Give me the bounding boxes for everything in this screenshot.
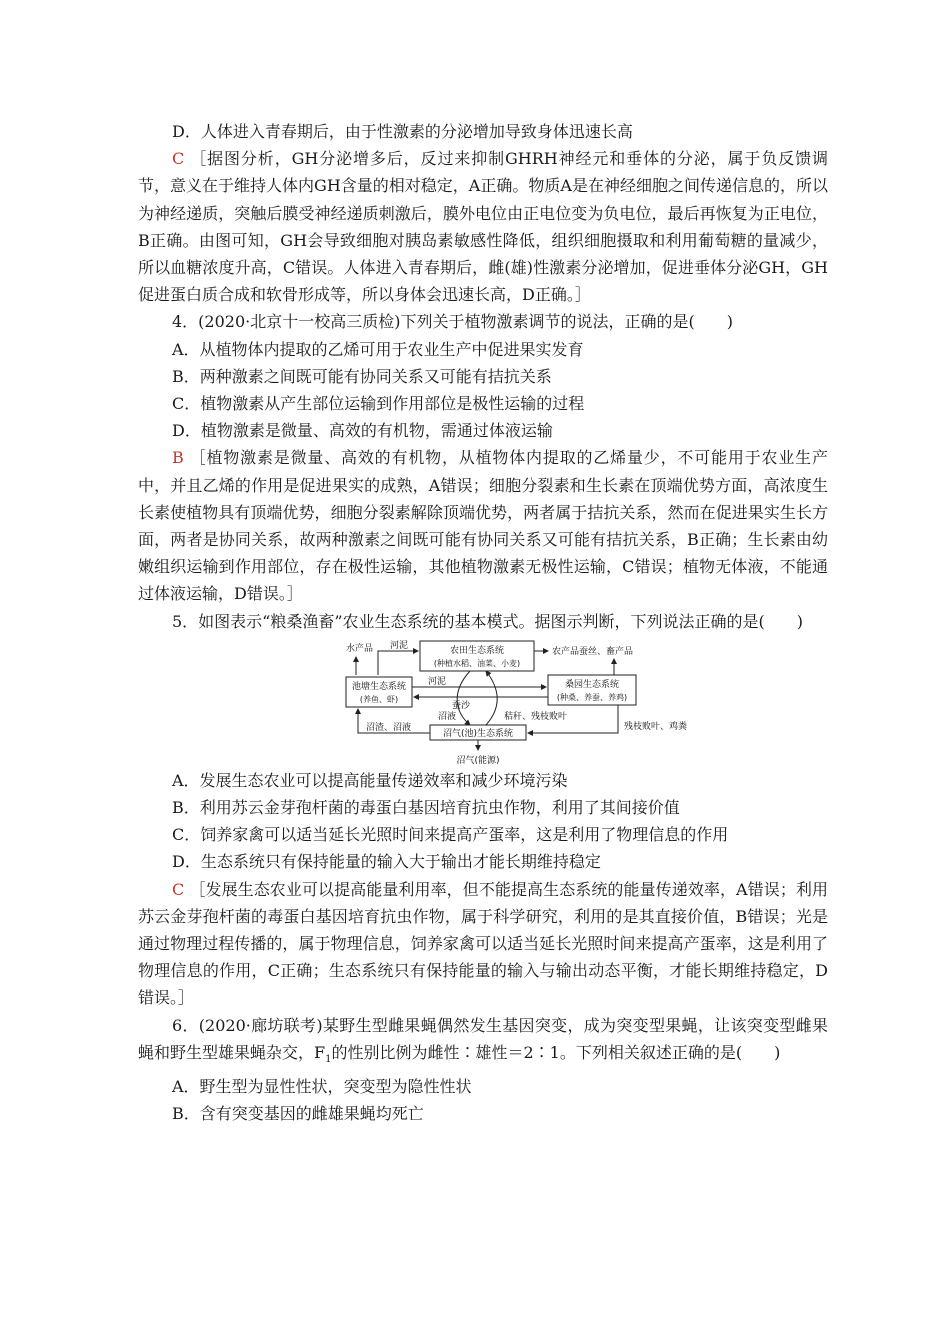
eco-system-diagram (138, 637, 828, 767)
agri-product-label: 农产品蚕丝、畜产品 (552, 646, 634, 657)
q4-explanation: ［植物激素是微量、高效的有机物，从植物体内提取的乙烯量少，不可能用于农业生产中，并且乙烯的作用是促进果实的成熟，A错误；细胞分裂素和生长素在顶端优势方面，高浓度生长素使植物具有顶端优势，细胞分裂素解除顶端优势，两者属于拮抗关系，然而在促进果实生长方面，两者是协同关系，故两种激素之间既可能有协同关系又可能有拮抗关系，B正确；生长素由幼嫩组织运输到作用部位，存在极性运输，其他植物激素无极性运输，C错误；植物无体液，不能通过体液运输，D错误。］ (138, 448, 828, 604)
q4-answer-block (138, 444, 828, 607)
mulberry-system-title: 桑园生态系统 (564, 679, 620, 690)
water-product-label: 水产品 (346, 643, 374, 654)
q4-option-a: A．从植物体内提取的乙烯可用于农业生产中促进果实发育 (172, 339, 584, 359)
biogas-energy-label: 沼气(能源) (456, 755, 500, 766)
q5-option-b: B．利用苏云金芽孢杆菌的毒蛋白基因培育抗虫作物，利用了其间接价值 (172, 798, 680, 818)
biogas-liquid-label: 沼液 (438, 711, 457, 722)
q4-option-d: D．植物激素是微量、高效的有机物，需通过体液运输 (172, 421, 553, 441)
silkworm-sand-label: 蚕沙 (452, 700, 471, 711)
q6-option-a: A．野生型为显性性状，突变型为隐性性状 (172, 1077, 472, 1097)
biogas-system-title: 沼气(池)生态系统 (442, 728, 514, 739)
pond-system-sub: (养鱼、虾) (359, 694, 399, 704)
q5-option-a: A．发展生态农业可以提高能量传递效率和减少环境污染 (172, 770, 568, 790)
q6-stem (138, 1012, 828, 1074)
q4-option-b: B．两种激素之间既可能有协同关系又可能有拮抗关系 (172, 366, 552, 386)
river-mud-label-1: 河泥 (390, 640, 409, 651)
farm-system-title: 农田生态系统 (449, 645, 505, 656)
q5-answer: C (172, 879, 185, 899)
straw-curve (486, 671, 497, 725)
q4-stem: 4．(2020·北京十一校高三质检)下列关于植物激素调节的说法，正确的是( ) (172, 312, 733, 332)
pond-system-title: 池塘生态系统 (351, 681, 407, 692)
farm-system-sub: (种植水稻、油菜、小麦) (433, 658, 521, 668)
q6-stem-subscript: 1 (325, 1054, 332, 1066)
q5-explanation: ［发展生态农业可以提高能量利用率，但不能提高生态系统的能量传递效率，A错误；利用苏云金芽孢杆菌的毒蛋白基因培育抗虫作物，属于科学研究，利用的是其直接价值，B错误；光是通过物理过程传播的，属于物理信息，饲养家禽可以适当延长光照时间来提高产蛋率，这是利用了物理信息的作用，C正确；生态系统只有保持能量的输入与输出动态平衡，才能长期维持稳定，D错误。］ (138, 879, 828, 1008)
residue-label: 沼渣、沼液 (366, 722, 412, 733)
q3-option-d: D．人体进入青春期后，由于性激素的分泌增加导致身体迅速长高 (172, 122, 633, 141)
river-mud-label-2: 河泥 (428, 676, 447, 687)
q3-answer-block (138, 145, 828, 308)
q5-stem: 5．如图表示“粮桑渔畜”农业生态系统的基本模式。据图示判断，下列说法正确的是( ) (172, 611, 804, 631)
biogas-liquid-curve (457, 671, 470, 725)
straw-label: 秸秆、残枝败叶 (504, 711, 568, 722)
river-mud-arrow-1 (378, 651, 418, 675)
document-page (138, 118, 828, 1128)
q6-stem-part-1: 6．(2020·廊坊联考)某野生型雌果蝇偶然发生基因突变，成为突变型果蝇，让该突变型雌果蝇和野生型雄果蝇杂交，F (138, 1015, 828, 1062)
leaves-manure-label: 残枝败叶、鸡粪 (624, 721, 688, 732)
mulberry-system-sub: (种桑、养蚕、养鸡) (556, 692, 628, 702)
q4-option-c: C．植物激素从产生部位运输到作用部位是极性运输的过程 (172, 394, 585, 414)
q6-option-b: B．含有突变基因的雌雄果蝇均死亡 (172, 1104, 424, 1124)
q4-answer: B (172, 448, 184, 468)
q3-explanation: ［据图分析，GH分泌增多后，反过来抑制GHRH神经元和垂体的分泌，属于负反馈调节，意义在于维持人体内GH含量的相对稳定，A正确。物质A是在神经细胞之间传递信息的，所以为神经递质，突触后膜受神经递质刺激后，膜外电位由正电位变为负电位，最后再恢复为正电位，B正确。由图可知，GH会导致细胞对胰岛素敏感性降低，组织细胞摄取和利用葡萄糖的量减少，所以血糖浓度升高，C错误。人体进入青春期后，雌(雄)性激素分泌增加，促进垂体分泌GH，GH促进蛋白质合成和软骨形成等，所以身体会迅速长高，D正确。］ (138, 149, 828, 305)
q5-option-c: C．饲养家禽可以适当延长光照时间来提高产蛋率，这是利用了物理信息的作用 (172, 825, 729, 845)
eco-diagram-svg (138, 637, 828, 767)
q3-answer: C (172, 149, 185, 169)
q5-option-d: D．生态系统只有保持能量的输入大于输出才能长期维持稳定 (172, 852, 601, 872)
q6-stem-part-2: 的性别比例为雌性∶雄性＝2∶1。下列相关叙述正确的是( ) (331, 1042, 781, 1062)
q5-answer-block (138, 876, 828, 1012)
